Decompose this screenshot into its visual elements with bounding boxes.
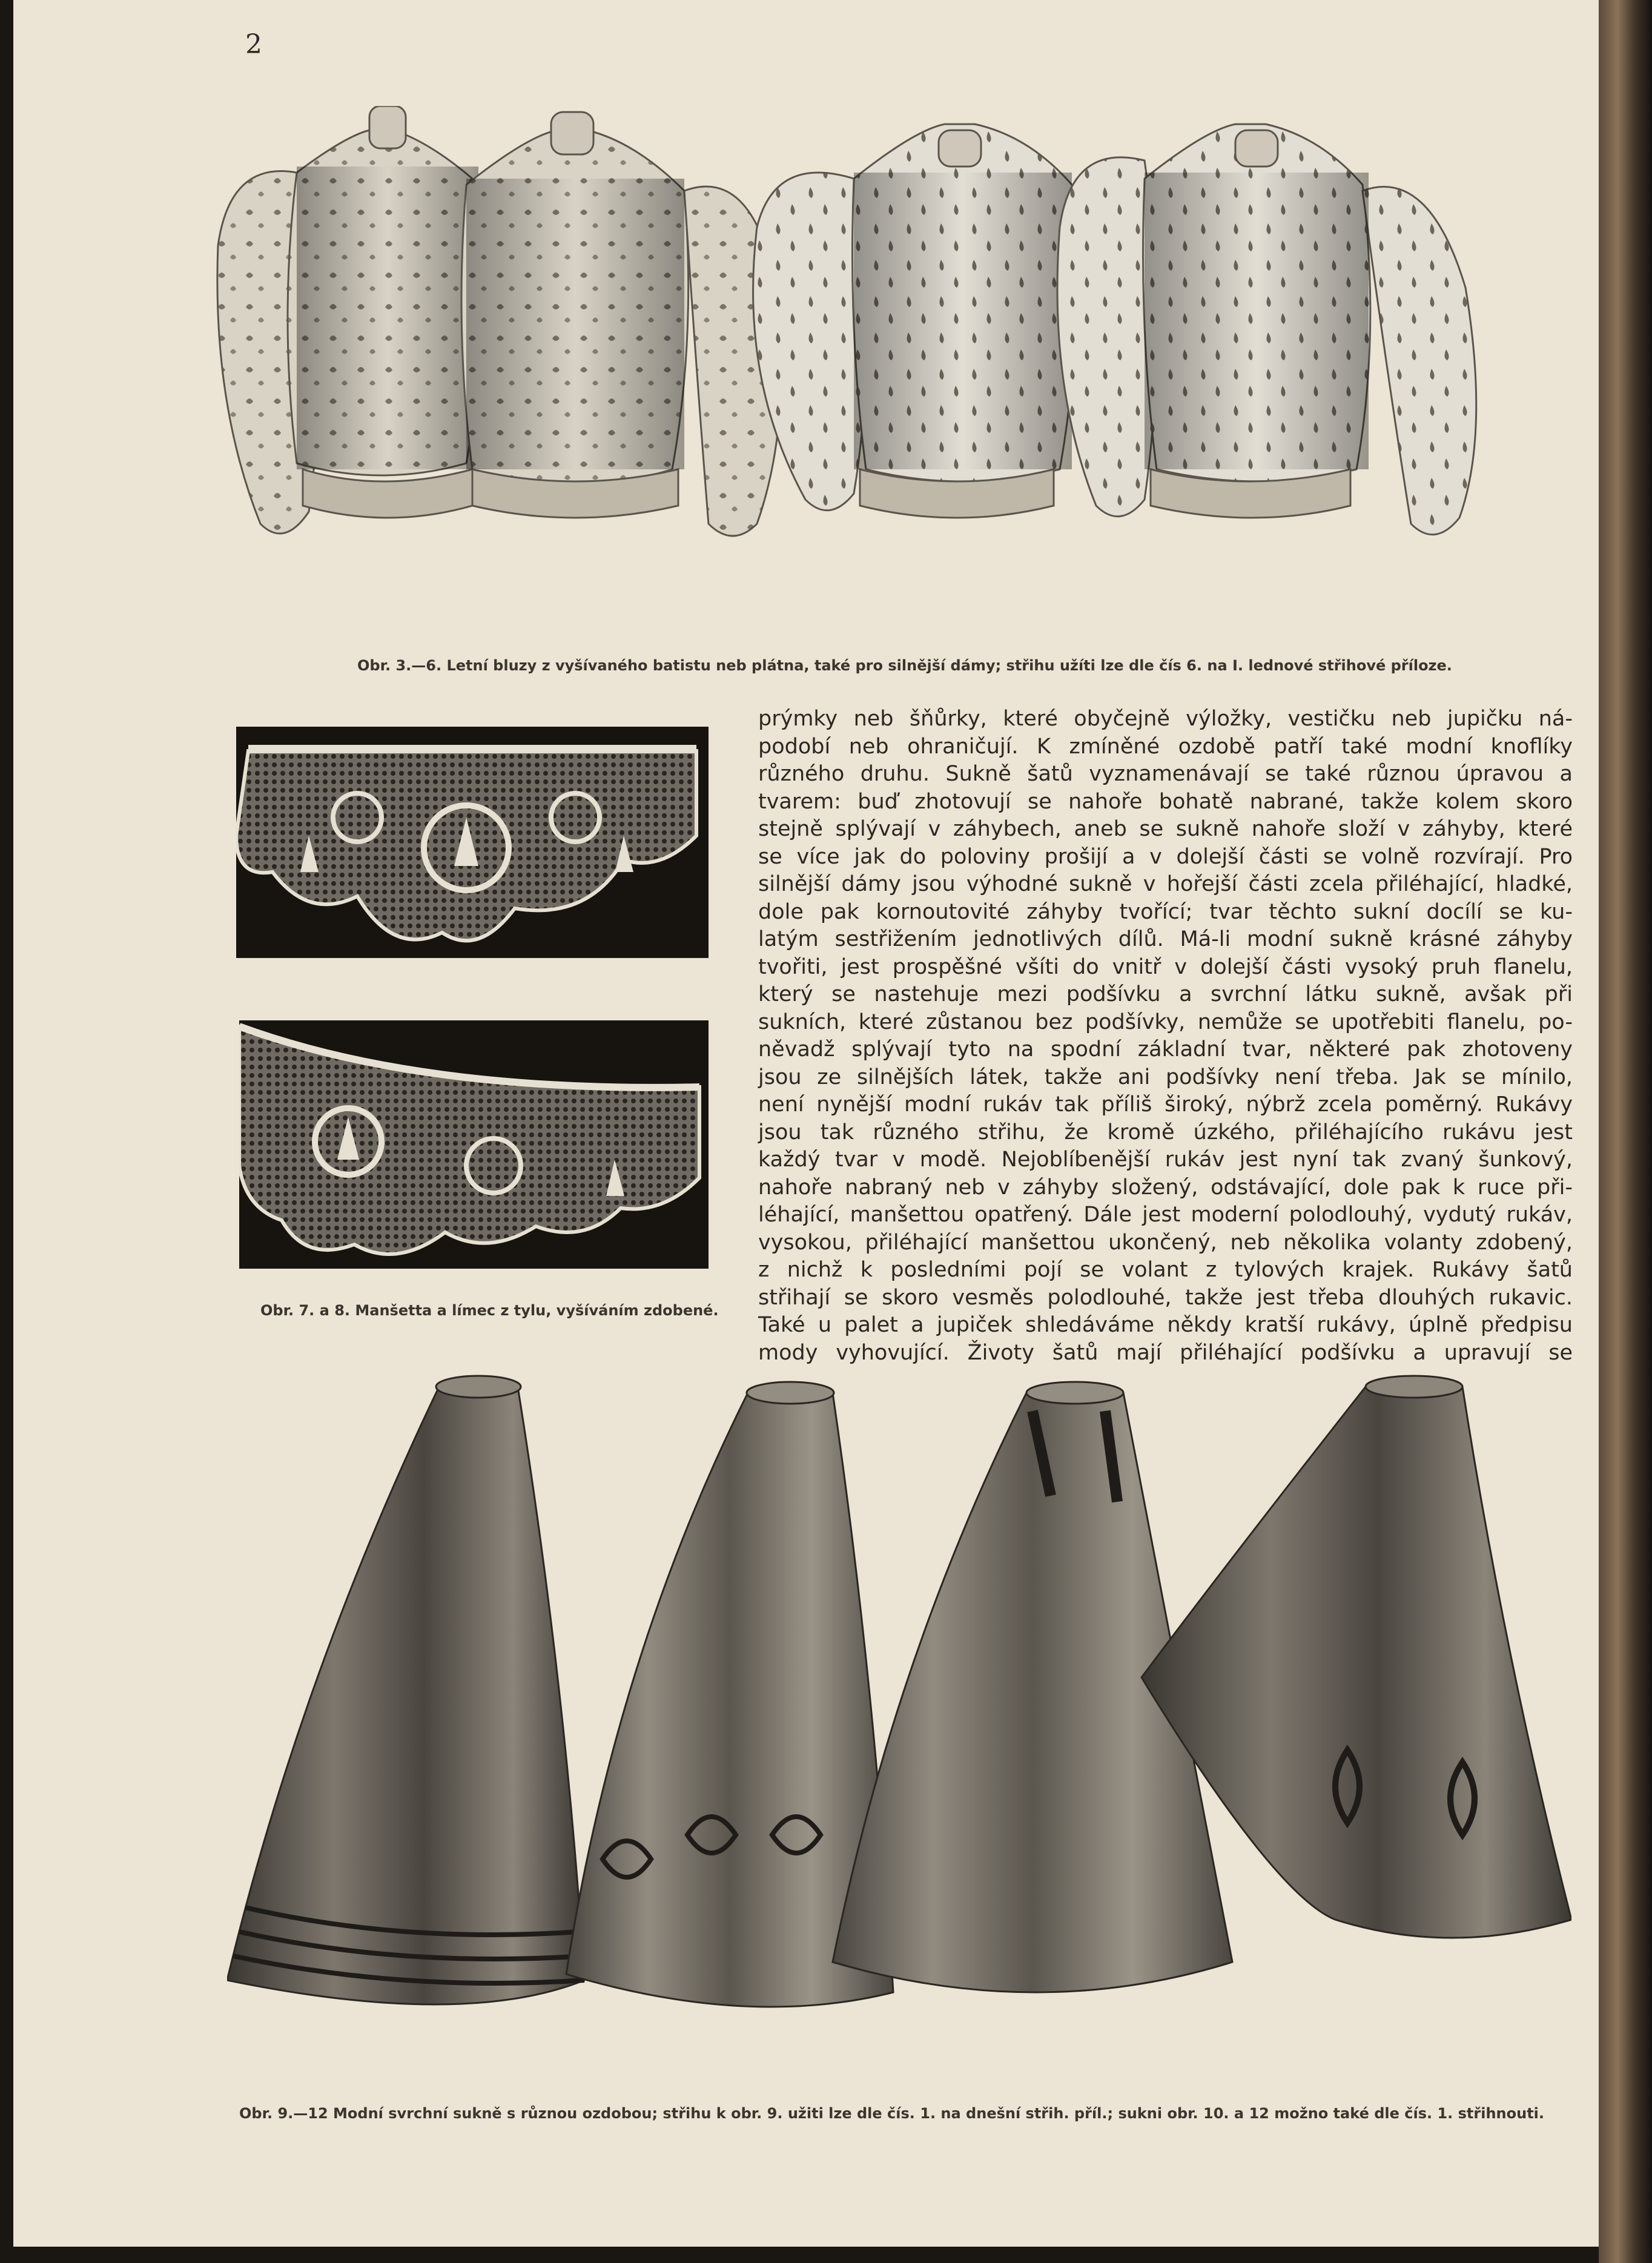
- body-line: podobí neb ohraničují. K zmíněné ozdobě patří také modní knoflíky: [758, 734, 1573, 759]
- page-number: 2: [245, 29, 262, 60]
- body-line: dole pak kornoutovité záhyby tvořící; tvar těchto sukní docílí se ku-: [758, 899, 1573, 924]
- blouse-3: [217, 106, 480, 534]
- caption-skirts: Obr. 9.—12 Modní svrchní sukně s různou ozdobou; střihu k obr. 9. užiti lze dle čís. 1. na dnešní střih. příl.; sukni obr. 10. a 12 možno také dle čís. 1. střihnouti.: [239, 2105, 1545, 2122]
- body-line: z nichž k posledními pojí se volant z tylových krajek. Rukávy šatů: [758, 1258, 1573, 1282]
- blouses-illustration: [212, 106, 1568, 645]
- body-line: není nynější modní rukáv tak příliš široký, nýbrž zcela poměrný. Rukávy: [758, 1092, 1573, 1117]
- skirts-illustration: [227, 1375, 1571, 2071]
- body-line: se více jak do poloviny prošijí a v dolejší části se volně rozvírají. Pro: [758, 844, 1573, 869]
- body-line: prýmky neb šňůrky, které obyčejně výložky, vestičku neb jupičku ná-: [758, 707, 1573, 731]
- caption-blouses: Obr. 3.—6. Letní bluzy z vyšívaného batistu neb plátna, také pro silnější dámy; střihu užíti lze dle čís 6. na I. lednové střihové příloze.: [357, 657, 1452, 674]
- blouse-5: [753, 124, 1076, 518]
- book-binding-edge: [1599, 0, 1652, 2263]
- body-line: každý tvar v modě. Nejoblíbenější rukáv jest nyní tak zvaný šunkový,: [758, 1148, 1573, 1172]
- body-line: mody vyhovující. Životy šatů mají přiléhající podšívku a upravují se: [758, 1340, 1573, 1365]
- body-line: tvořiti, jest prospěšné všíti do vnitř v dolejší části vysoký pruh flanelu,: [758, 954, 1573, 979]
- body-line: jsou tak různého střihu, že kromě úzkého, přiléhajícího rukávu jest: [758, 1120, 1573, 1145]
- body-line: který se nastehuje mezi podšívku a svrchní látku sukně, avšak při: [758, 982, 1573, 1006]
- collar-lace-figure: [239, 1020, 709, 1269]
- body-line: silnější dámy jsou výhodné sukně v hořejší části zcela přiléhající, hladké,: [758, 872, 1573, 896]
- body-line: stejně splývají v záhybech, aneb se sukně nahoře složí v záhyby, které: [758, 817, 1573, 841]
- body-line: různého druhu. Sukně šatů vyznamenávají se také různou úpravou a: [758, 762, 1573, 786]
- collar-lace-illustration: [239, 1020, 709, 1269]
- blouse-4: [461, 112, 781, 536]
- caption-lace: Obr. 7. a 8. Manšetta a límec z tylu, vyšíváním zdobené.: [260, 1302, 719, 1319]
- body-line: něvadž splývají tyto na spodní základní tvar, některé pak zhotoveny: [758, 1037, 1573, 1062]
- cuff-lace-illustration: [236, 727, 709, 958]
- body-line: vysokou, přiléhající manšettou ukončený, neb několika volanty zdobený,: [758, 1230, 1573, 1255]
- body-line: jsou ze silnějších látek, takže ani podšívky není třeba. Jak se mínilo,: [758, 1065, 1573, 1089]
- blouse-6: [1057, 124, 1476, 535]
- body-line: latým sestřižením jednotlivých dílů. Má-li modní sukně krásné záhyby: [758, 927, 1573, 951]
- body-line: nahoře nabraný neb v záhyby složený, odstávající, dole pak k ruce při-: [758, 1175, 1573, 1200]
- article-body: [758, 705, 1573, 1367]
- body-line: léhající, manšettou opatřený. Dále jest moderní polodlouhý, vydutý rukáv,: [758, 1203, 1573, 1227]
- cuff-lace-figure: [236, 727, 709, 958]
- body-line: sukních, které zůstanou bez podšívky, nemůže se upotřebiti flanelu, po-: [758, 1009, 1573, 1034]
- body-line: tvarem: buď zhotovují se nahoře bohatě nabrané, takže kolem skoro: [758, 789, 1573, 814]
- body-line: Také u palet a jupiček shledáváme někdy kratší rukávy, úplně předpisu: [758, 1313, 1573, 1337]
- skirt-9: [227, 1376, 584, 2004]
- body-line: střihají se skoro vesměs polodlouhé, takže jest třeba dlouhých rukavic.: [758, 1285, 1573, 1310]
